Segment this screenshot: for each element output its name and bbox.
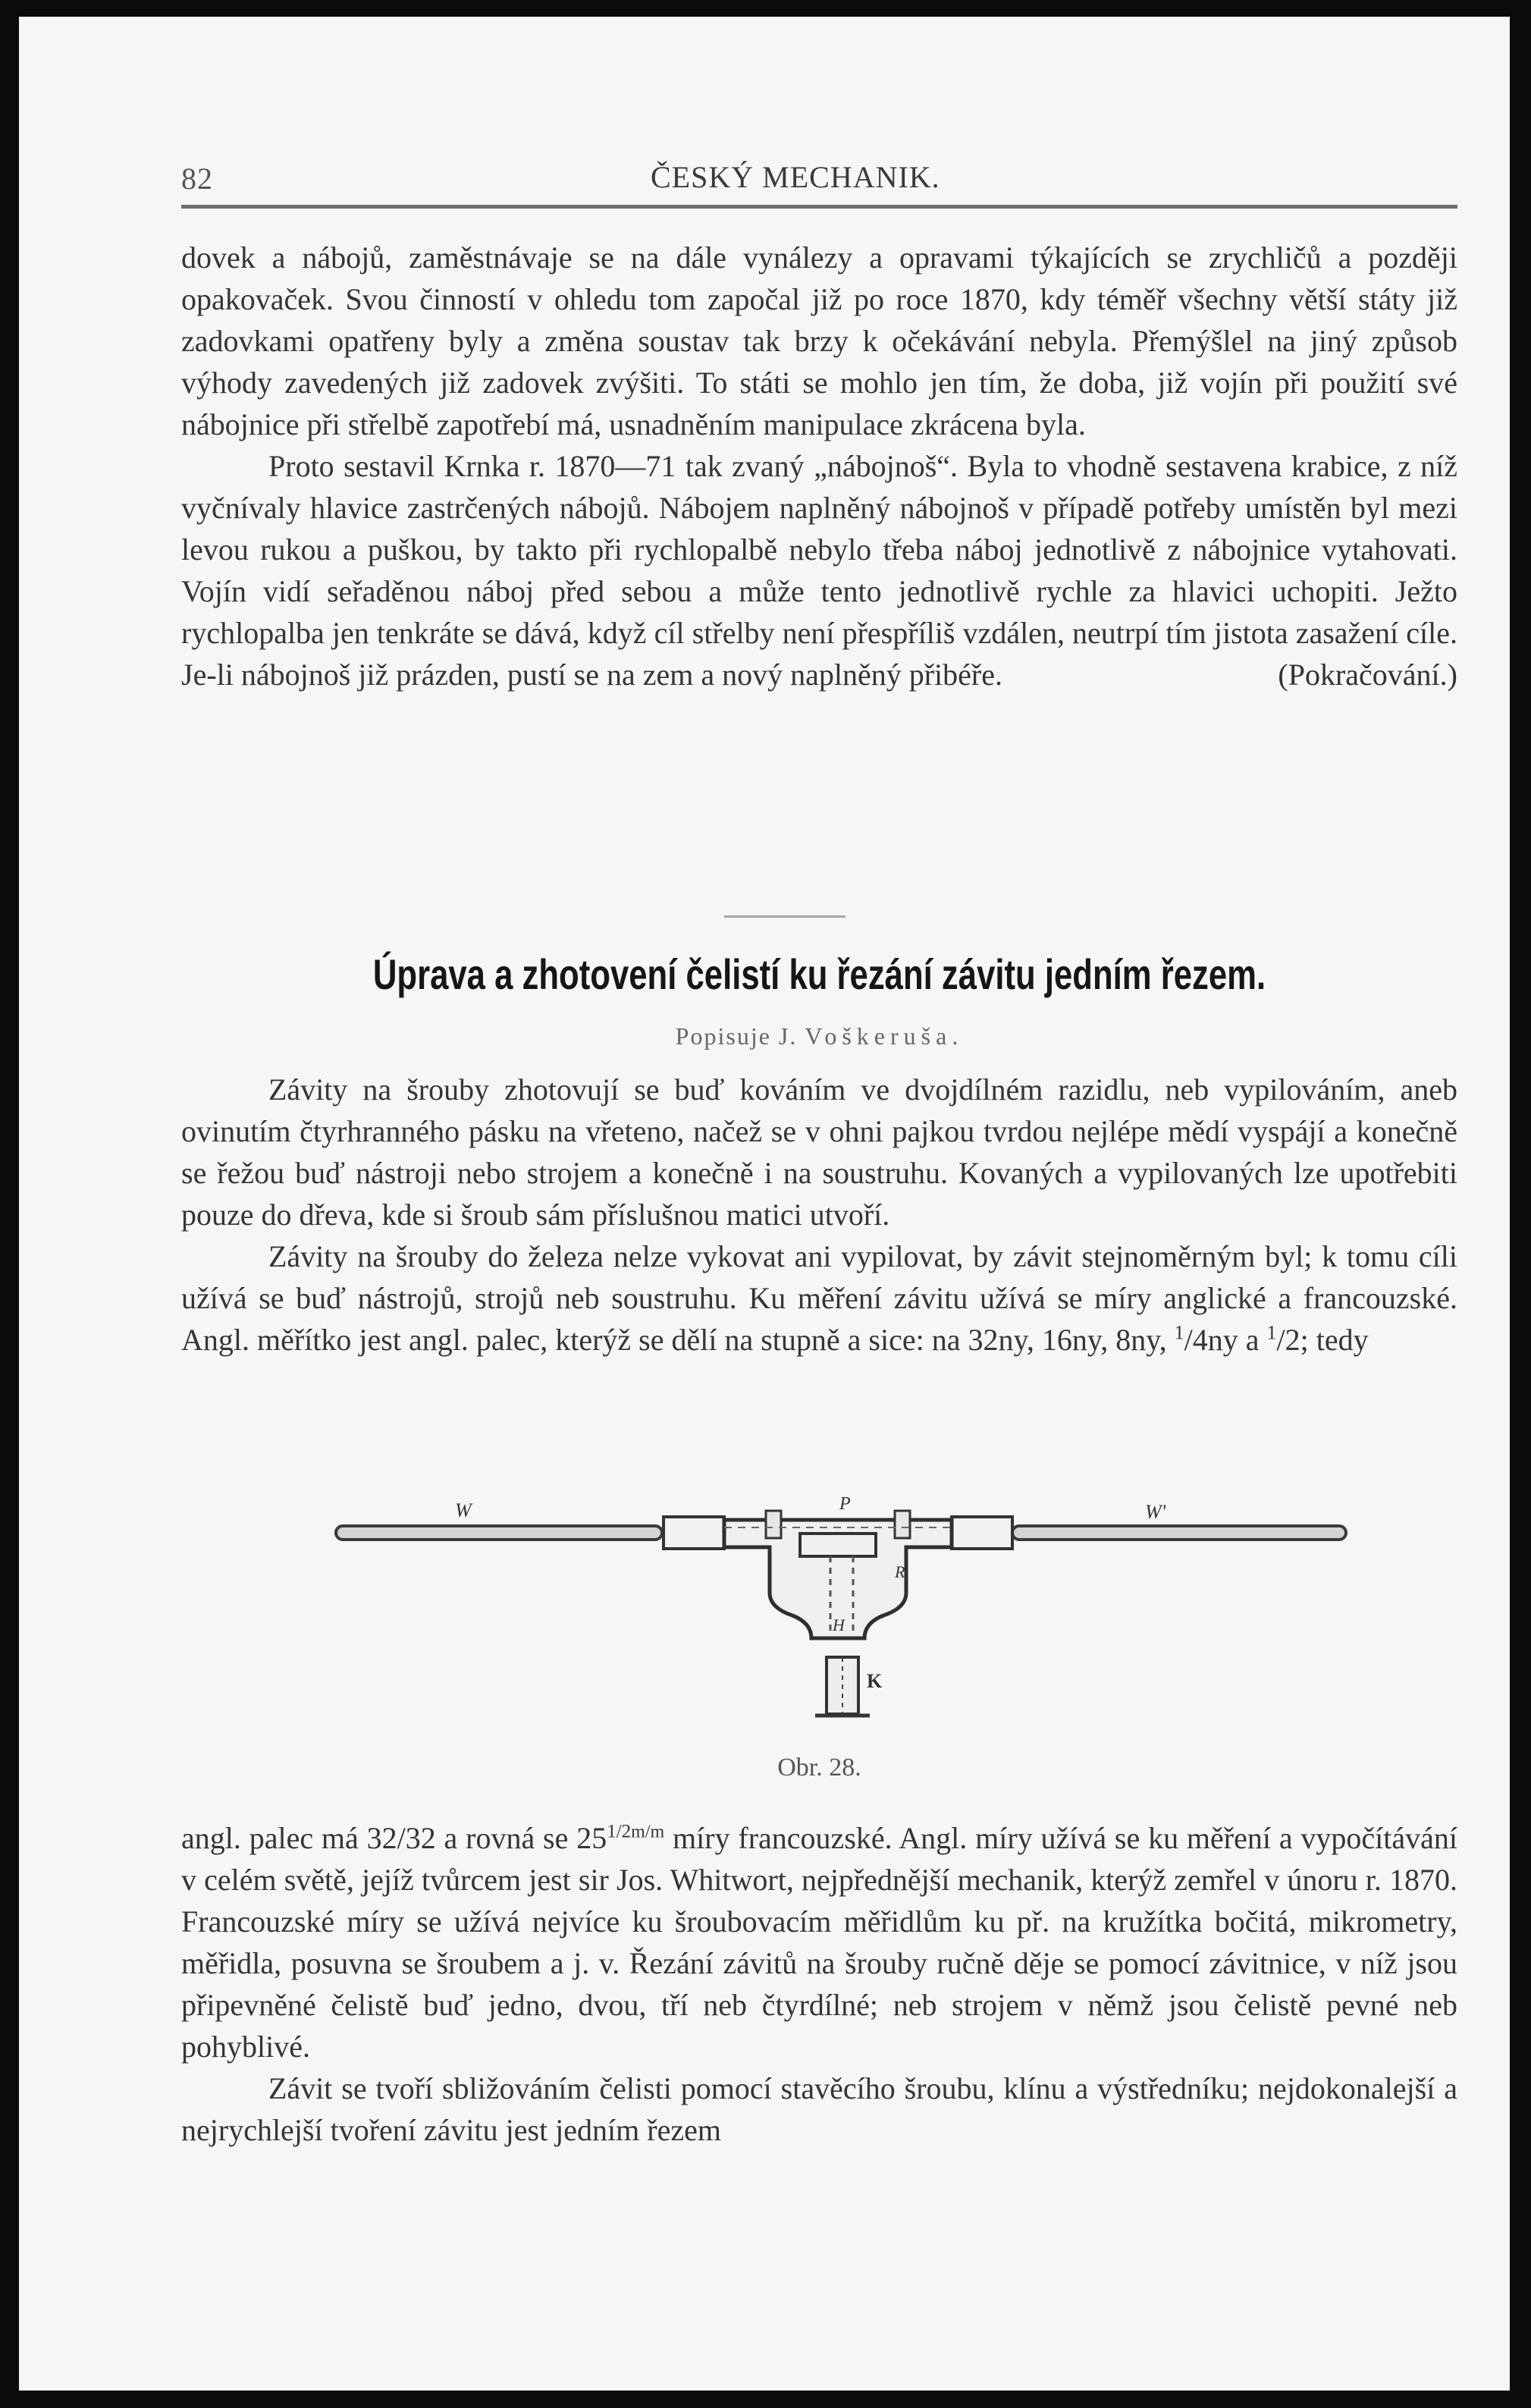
paragraph-zavity-zeleza-mid: ny a	[1207, 1323, 1260, 1357]
paragraph-angl-palec-rest: míry francouzské. Angl. míry užívá se ku měření a vypočítávání v celém světě, jejíž tvůrcem jest sir Jos. Whitwort, nejpřednější mechanik, kterýž zemřel v únoru r. 1870. Francouzské míry se užívá nejvíce ku šroubovacím měřidlům ku př. na kružítka bočitá, mikrometry, měřidla, posuvna se šroubem a j. v. Řezání závitů na šrouby ručně děje se pomocí závitnice, v níž jsou připevněné čelistě buď jedno, dvou, tří neb čtyrdílné; neb strojem v němž jsou čelistě pevné neb pohyblivé.	[181, 1821, 1458, 2064]
paragraph-zavity-zhotovuji: Závity na šrouby zhotovují se buď kováním ve dvojdílném razidlu, neb vypilováním, aneb ovinutím čtyrhranného pásku na vřeteno, načež se v ohni pajkou tvrdou nejlépe mědí vyspájí a konečně se řežou buď nástroji nebo strojem a konečně i na soustruhu. Kovaných a vypilovaných lze upotřebiti pouze do dřeva, kde si šroub sám příslušnou matici utvoří.	[181, 1072, 1457, 1232]
article-text-block	[181, 1069, 1457, 1361]
header-rule	[181, 205, 1457, 209]
paragraph-zavit-se-tvori: Závit se tvoří sbližováním čelisti pomocí stavěcího šroubu, klínu a výstředníku; nejdokonalejší a nejrychlejší tvoření závitu jest jedním řezem	[181, 2071, 1457, 2147]
page-header	[181, 150, 1457, 211]
paragraph-angl-palec-start: angl. palec má 32/32 a rovná se 25	[181, 1821, 607, 1855]
unit-mm: m/m	[631, 1822, 665, 1842]
byline-author: Voškeruša.	[805, 1022, 964, 1050]
tap-wrench-figure	[330, 1494, 1354, 1733]
label-h: H	[833, 1615, 845, 1634]
top-text-block	[181, 237, 1457, 695]
label-w: W	[455, 1499, 472, 1521]
right-collar	[952, 1517, 1012, 1549]
figure-caption: Obr. 28.	[777, 1753, 861, 1782]
tap-wrench-illustration	[330, 1494, 1354, 1733]
label-w-prime: W'	[1145, 1501, 1166, 1523]
label-p: P	[839, 1494, 851, 1514]
label-k: K	[867, 1670, 883, 1692]
paragraph-zavity-zeleza-main: Závity na šrouby do železa nelze vykovat ani vypilovat, by závit stejnoměrným byl; k tomu cíli užívá se buď nástrojů, strojů neb soustruhu. Ku měření závitu užívá se míry anglické a francouzské. Angl. měřítko jest angl. palec, kterýž se dělí na stupně a sice: na 32ny, 16ny, 8ny,	[181, 1239, 1457, 1357]
fraction-quarter-denominator: /4	[1184, 1323, 1208, 1357]
byline	[181, 1022, 1457, 1050]
paragraph-dovek: dovek a nábojů, zaměstnávaje se na dále vynálezy a opravami týkajících se zrychličů a později opakovaček. Svou činností v ohledu tom započal již po roce 1870, kdy téměř všechny větší státy již zadovkami opatřeny byly a změna soustav tak brzy k očekávání nebyla. Přemýšlel na jiný způsob výhody zavedených již zadovek zvýšiti. To státi se mohlo jen tím, že doba, již vojín při použití své nábojnice při střelbě zapotřebí má, usnadněním manipulace zkrácena byla.	[181, 240, 1457, 441]
right-screw	[895, 1511, 910, 1538]
paragraph-angl-palec	[181, 1817, 1457, 2067]
left-handle	[336, 1526, 662, 1540]
label-r: R	[895, 1562, 905, 1581]
running-title: ČESKÝ MECHANIK.	[651, 160, 940, 194]
left-screw	[766, 1511, 781, 1538]
fraction-quarter-numerator: 1	[1174, 1321, 1184, 1344]
continuation-text-block	[181, 1817, 1457, 2151]
paragraph-zavity-zeleza-end: ; tedy	[1300, 1323, 1369, 1357]
paragraph-zavity-zeleza	[181, 1235, 1457, 1361]
paragraph-krnka	[181, 445, 1457, 695]
article-title: Úprava a zhotovení čelistí ku řezání závitu jedním řezem.	[372, 950, 1266, 998]
continued-note: (Pokračování.)	[1278, 658, 1457, 692]
fraction-half-numerator: 1	[1266, 1321, 1277, 1344]
fraction-half-superscript: 1/2	[607, 1821, 632, 1842]
page-number: 82	[181, 162, 213, 196]
left-collar	[664, 1517, 724, 1549]
right-handle	[1012, 1526, 1346, 1540]
section-divider	[724, 915, 846, 918]
paragraph-krnka-text: Proto sestavil Krnka r. 1870—71 tak zvaný „nábojnoš“. Byla to vhodně sestavena krabice, z níž vyčnívaly hlavice zastrčených nábojů. Nábojem naplněný nábojnoš v případě potřeby umístěn byl mezi levou rukou a puškou, by takto při rychlopalbě nebylo třeba náboj jednotlivě z nábojnice vytahovati. Vojín vidí seřaděnou náboj před sebou a může tento jednotlivě rychle za hlavici uchopiti. Ježto rychlopalba jen tenkráte se dává, když cíl střelby není přespříliš vzdálen, neutrpí tím jistota zasažení cíle. Je-li nábojnoš již prázden, pustí se na zem a nový naplněný přibéře.	[181, 449, 1457, 692]
fraction-half-denominator: /2	[1276, 1323, 1300, 1357]
scanned-page	[19, 17, 1510, 2391]
byline-prefix: Popisuje J.	[675, 1022, 798, 1050]
